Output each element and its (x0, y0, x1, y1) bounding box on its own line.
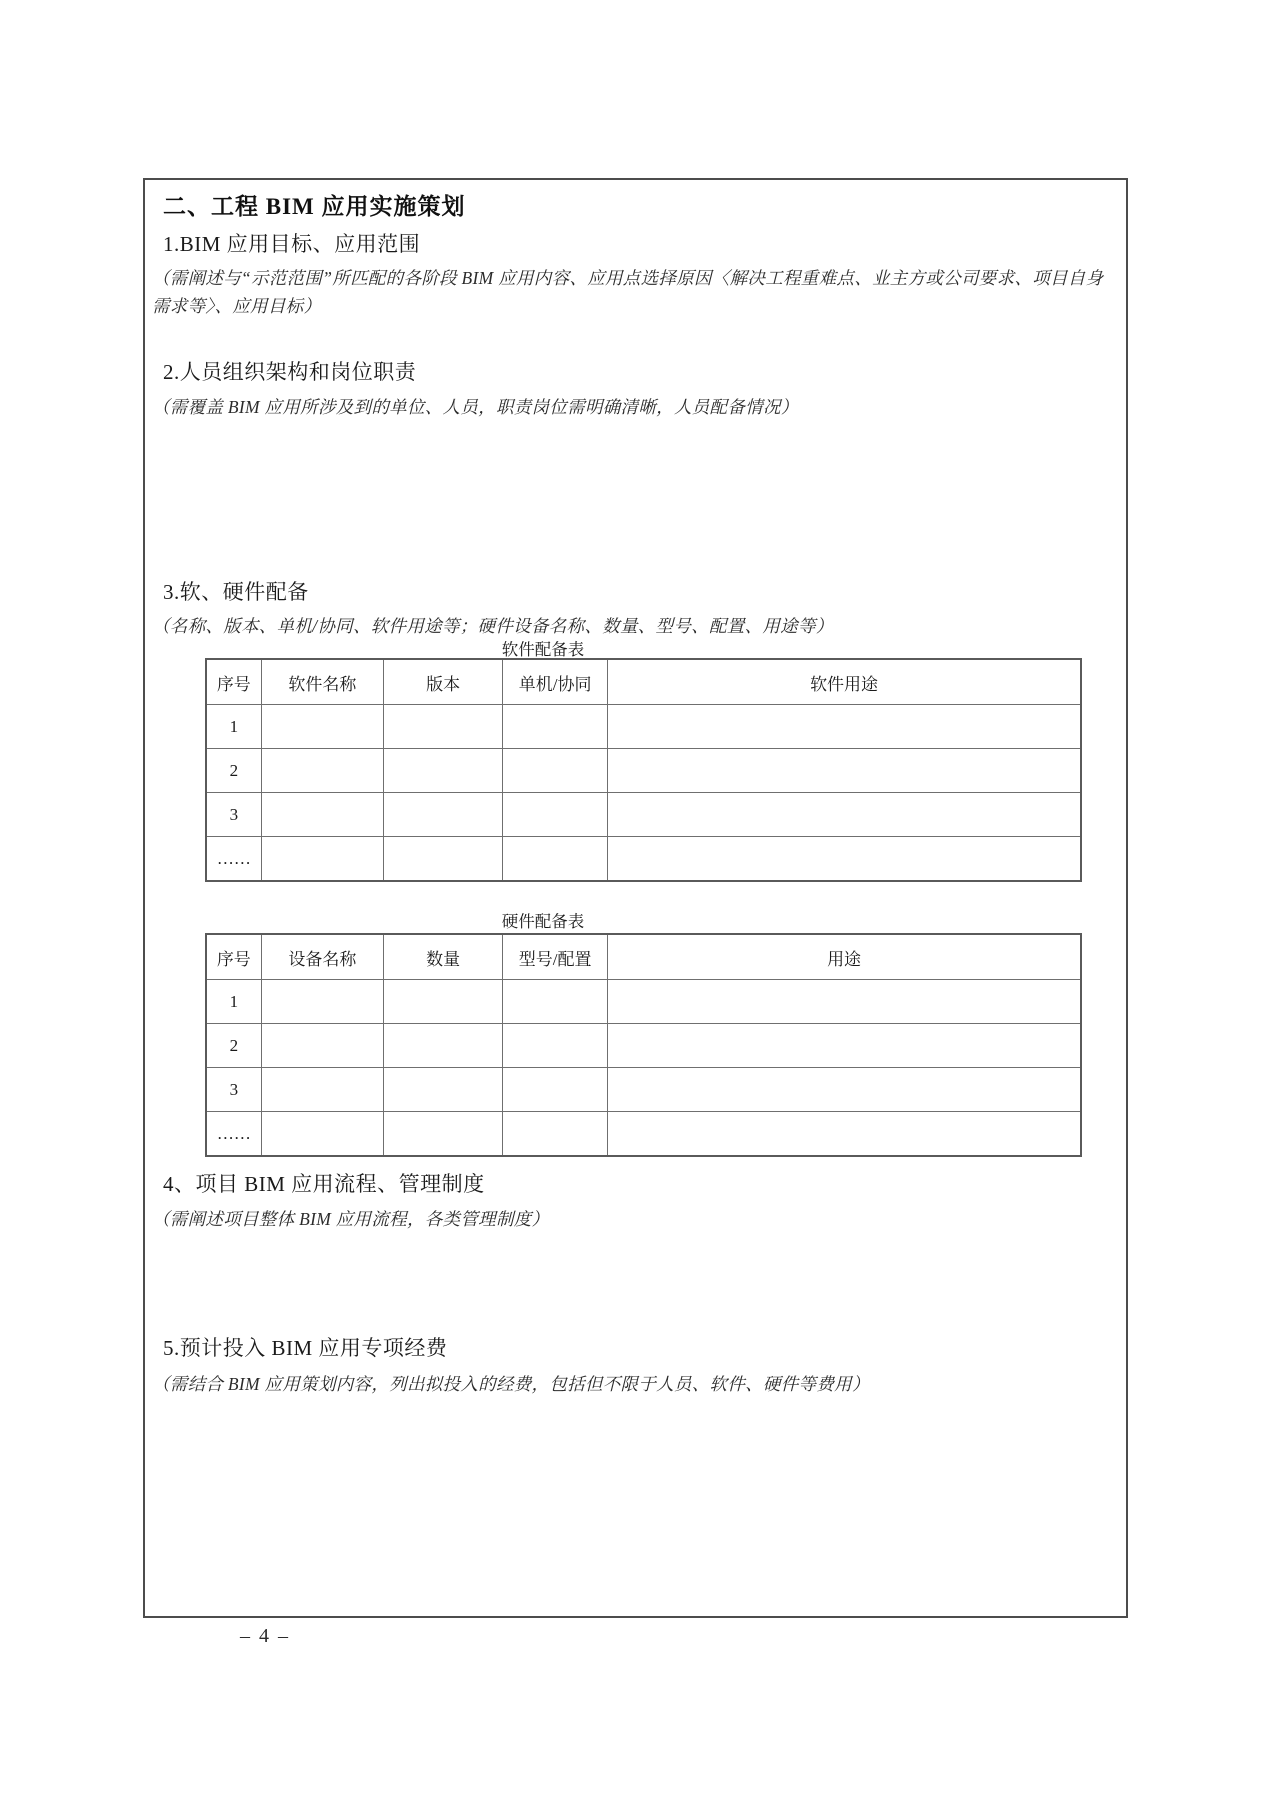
table-cell (261, 749, 384, 793)
table-cell (384, 705, 503, 749)
table-row (206, 1024, 1081, 1068)
table-row (206, 1068, 1081, 1112)
row-index-cell: 1 (206, 980, 261, 1024)
document-title: 二、工程 BIM 应用实施策划 (163, 194, 466, 219)
column-header: 序号 (206, 659, 261, 705)
table-cell (503, 837, 608, 882)
table-row (206, 793, 1081, 837)
table-cell (384, 1068, 503, 1112)
table-row (206, 837, 1081, 882)
table-cell (608, 749, 1081, 793)
table-cell (384, 837, 503, 882)
table-cell (503, 1112, 608, 1157)
hardware-table-caption: 硬件配备表 (501, 912, 585, 931)
table-row (206, 1112, 1081, 1157)
table-cell (261, 1068, 384, 1112)
table-cell (384, 749, 503, 793)
section-1-note: （需阐述与“示范范围”所匹配的各阶段 BIM 应用内容、应用点选择原因〈解决工程重难点、业主方或公司要求、项目自身需求等〉、应用目标） (152, 268, 1104, 317)
table-cell (384, 1112, 503, 1157)
column-header: 软件用途 (608, 659, 1081, 705)
section-2-heading: 2.人员组织架构和岗位职责 (163, 360, 417, 384)
table-cell (503, 749, 608, 793)
section-1-heading: 1.BIM 应用目标、应用范围 (163, 232, 421, 256)
row-index-cell: …… (206, 837, 261, 882)
column-header: 型号/配置 (503, 934, 608, 980)
table-row (206, 980, 1081, 1024)
table-cell (261, 793, 384, 837)
section-3-heading: 3.软、硬件配备 (163, 580, 309, 604)
software-table-caption: 软件配备表 (501, 640, 585, 659)
table-cell (608, 1112, 1081, 1157)
table-cell (503, 793, 608, 837)
table-cell (384, 980, 503, 1024)
table-cell (503, 1024, 608, 1068)
page-number: – 4 – (240, 1625, 290, 1647)
table-cell (261, 837, 384, 882)
hardware-table-header-row (206, 934, 1081, 980)
table-cell (261, 980, 384, 1024)
row-index-cell: 2 (206, 749, 261, 793)
table-cell (384, 1024, 503, 1068)
table-cell (503, 980, 608, 1024)
table-cell (503, 705, 608, 749)
row-index-cell: 3 (206, 793, 261, 837)
table-cell (608, 1024, 1081, 1068)
table-cell (608, 1068, 1081, 1112)
table-cell (261, 1112, 384, 1157)
table-cell (608, 980, 1081, 1024)
column-header: 数量 (384, 934, 503, 980)
table-cell (608, 705, 1081, 749)
section-2-note: （需覆盖 BIM 应用所涉及到的单位、人员，职责岗位需明确清晰，人员配备情况） (152, 397, 799, 417)
table-cell (384, 793, 503, 837)
table-cell (503, 1068, 608, 1112)
column-header: 设备名称 (261, 934, 384, 980)
section-3-note: （名称、版本、单机/协同、软件用途等；硬件设备名称、数量、型号、配置、用途等） (152, 616, 834, 636)
column-header: 序号 (206, 934, 261, 980)
row-index-cell: …… (206, 1112, 261, 1157)
section-5-heading: 5.预计投入 BIM 应用专项经费 (163, 1336, 448, 1360)
hardware-table (205, 933, 1082, 1157)
column-header: 软件名称 (261, 659, 384, 705)
row-index-cell: 2 (206, 1024, 261, 1068)
table-cell (608, 837, 1081, 882)
software-table (205, 658, 1082, 882)
column-header: 单机/协同 (503, 659, 608, 705)
row-index-cell: 3 (206, 1068, 261, 1112)
table-cell (608, 793, 1081, 837)
table-cell (261, 1024, 384, 1068)
table-row (206, 705, 1081, 749)
table-cell (261, 705, 384, 749)
row-index-cell: 1 (206, 705, 261, 749)
section-4-note: （需阐述项目整体 BIM 应用流程，各类管理制度） (152, 1209, 550, 1229)
column-header: 版本 (384, 659, 503, 705)
software-table-header-row (206, 659, 1081, 705)
column-header: 用途 (608, 934, 1081, 980)
table-row (206, 749, 1081, 793)
section-4-heading: 4、项目 BIM 应用流程、管理制度 (163, 1172, 485, 1196)
section-5-note: （需结合 BIM 应用策划内容，列出拟投入的经费，包括但不限于人员、软件、硬件等费用） (152, 1374, 870, 1394)
